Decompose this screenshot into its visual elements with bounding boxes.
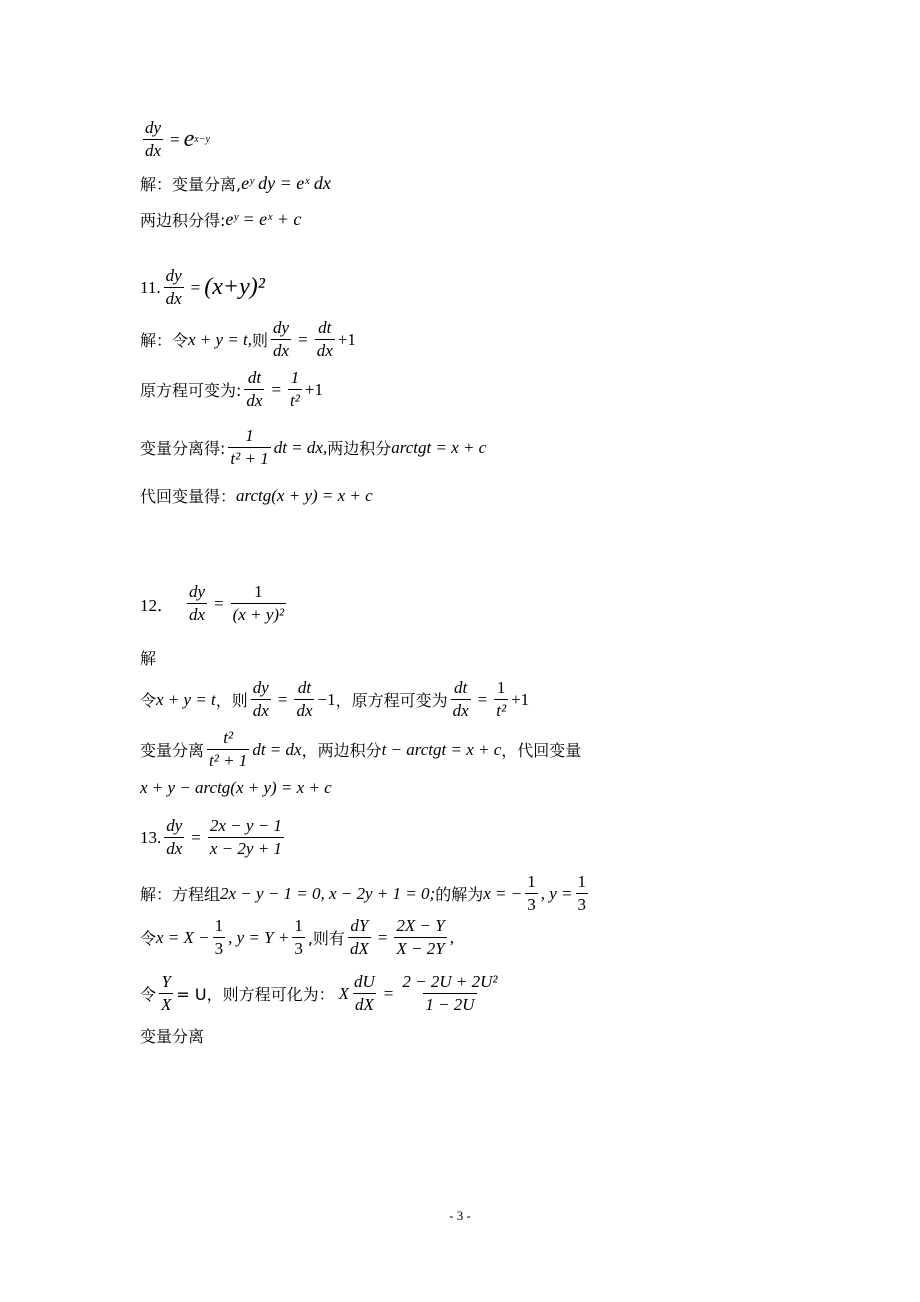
fraction: $\frac{1}{3}$ [577, 872, 586, 914]
p12-jie: 解 [140, 649, 157, 668]
fraction: $\frac{\text{2 − 2U + 2U²}}{1 - 2U}$ [402, 972, 498, 1014]
p10-step1: 解：变量分离, eʸ dy = eˣ dx [140, 173, 331, 194]
fraction: $\frac{1}{3}$ [527, 872, 536, 914]
fraction: $\frac{dU}{dX}$ [354, 972, 375, 1014]
p10-equation: $\frac{dy}{dx}$ = e x−y [145, 118, 210, 160]
fraction: $\frac{dt}{dx}$ [246, 368, 263, 410]
p13-equation: 13. $\frac{dy}{dx}$ = $\frac{2x - y - 1}{x - 2y + 1}$ [140, 816, 282, 858]
fraction: $\frac{2x - y - 1}{x - 2y + 1}$ [209, 816, 282, 858]
fraction: $\frac{dy}{dx}$ [166, 816, 183, 858]
fraction: $\frac{dy}{dx}$ [145, 118, 162, 160]
fraction: $\frac{dY}{dX}$ [349, 916, 369, 958]
p10-step2: 两边积分得: eʸ = eˣ + c [140, 209, 302, 230]
fraction: $\frac{1}{\text{(x + y)²}}$ [232, 582, 285, 624]
p13-step2: 令 x = X − $\frac{1}{3}$ , y = Y + $\frac{1}{3}$ ,则有 $\frac{dY}{dX}$ = $\frac{2X - Y}{X - 2Y}$ , [140, 916, 454, 958]
fraction: $\frac{1}{3}$ [214, 916, 224, 958]
fraction: $\frac{1}{\text{t² + 1}}$ [230, 426, 269, 468]
page-number: - 3 - [449, 1208, 471, 1223]
fraction: $\frac{dy}{dx}$ [252, 678, 269, 720]
p12-equation: 12． $\frac{dy}{dx}$ = $\frac{1}{\text{(x + y)²}}$ [140, 582, 285, 624]
fraction: $\frac{1}{\text{t²}}$ [496, 678, 507, 720]
p12-step1: 令 x + y = t ，则 $\frac{dy}{dx}$ = $\frac{dt}{dx}$ −1 ，原方程可变为 $\frac{dt}{dx}$ = $\frac{1}{\text{t²}}$ +1 [140, 678, 530, 720]
p12-step3: x + y − arctg(x + y) = x + c [140, 778, 332, 797]
p11-step3: 变量分离得: $\frac{1}{\text{t² + 1}}$ dt = dx, 两边积分 arctgt = x + c [140, 426, 487, 468]
fraction: $\frac{\text{t²}}{\text{t² + 1}}$ [209, 728, 248, 770]
p13-step4: 变量分离 [140, 1027, 205, 1046]
fraction: $\frac{dy}{dx}$ [165, 266, 182, 308]
fraction: $\frac{dt}{dx}$ [296, 678, 313, 720]
fraction: $\frac{dt}{dx}$ [316, 318, 333, 360]
p13-step3: 令 $\frac{Y}{X}$ = U，则方程可化为： X $\frac{dU}{dX}$ = $\frac{\text{2 − 2U + 2U²}}{1 - 2U}$ [140, 972, 498, 1014]
fraction: $\frac{1}{\text{t²}}$ [290, 368, 300, 410]
p11-equation: 11. $\frac{dy}{dx}$ = (x+y)² [140, 266, 265, 308]
fraction: $\frac{dy}{dx}$ [273, 318, 290, 360]
fraction: $\frac{dy}{dx}$ [189, 582, 206, 624]
fraction: $\frac{1}{3}$ [294, 916, 303, 958]
p13-step1: 解：方程组 2x − y − 1 = 0, x − 2y + 1 = 0; 的解为 x = − $\frac{1}{3}$ , y = $\frac{1}{3}$ [140, 872, 586, 914]
p11-step2: 原方程可变为: $\frac{dt}{dx}$ = $\frac{1}{\text{t²}}$ +1 [140, 368, 323, 410]
p11-step4: 代回变量得： arctg(x + y) = x + c [140, 485, 373, 506]
p12-step2: 变量分离 $\frac{\text{t²}}{\text{t² + 1}}$ dt = dx ，两边积分 t − arctgt = x + c ，代回变量 [140, 728, 582, 770]
fraction: $\frac{dt}{dx}$ [452, 678, 469, 720]
fraction: $\frac{2X - Y}{X - 2Y}$ [396, 916, 445, 958]
fraction: $\frac{Y}{X}$ [161, 972, 172, 1014]
p11-step1: 解：令 x + y = t, 则 $\frac{dy}{dx}$ = $\frac{dt}{dx}$ +1 [140, 318, 356, 360]
